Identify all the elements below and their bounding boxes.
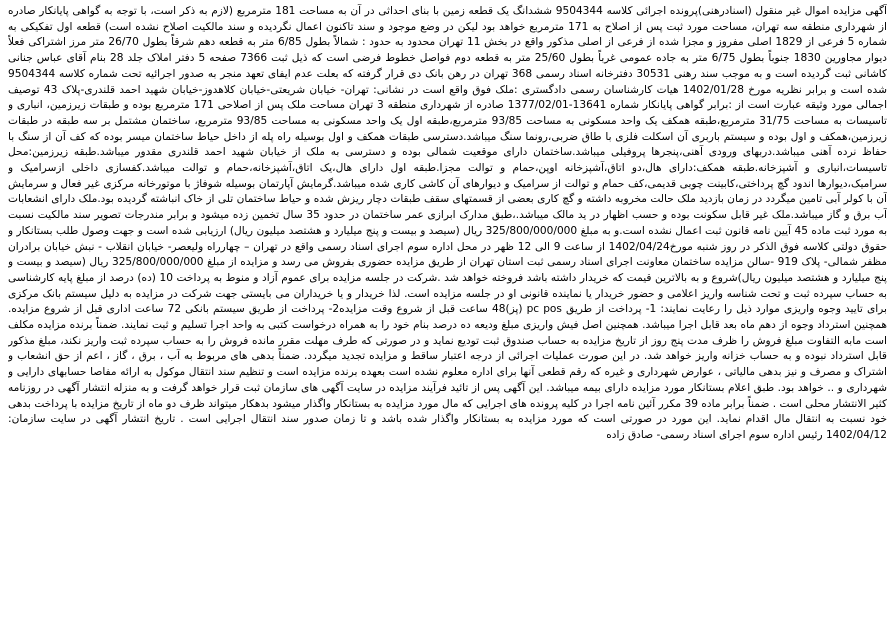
- auction-notice: [8, 4, 887, 627]
- notice-text: آگهی مزایده اموال غیر منقول (اسنادرهنی)پرونده اجرائی کلاسه 9504344 ششدانگ یک قطعه زمین با بنای احداثی در آن به مساحت 181 مترمربع (لازم به ذکر است، با توجه به گواهی پایانکار صادره از شهرداری منطقه سه تهران، مساحت مورد ثبت پس از اصلاح به 171 مترمربع خواهد بود لیکن در وضع موجود و سند تاکنون اعمال نگردیده و سند مالکیت اصلاح نشده است) قطعه اول تفکیکی به شماره 5 فرعی از 1829 اصلی مفروز و مجزا شده از فرعی از اصلی مذکور واقع در بخش 11 تهران محدود به حدود : شمالاً بطول 6/85 متر به قطعه دهم شرقاً بطول 26/70 متر مرز اشتراکی فعلاً دیوار مجاورین 1830 جنوباً بطول 6/75 متر به جاده عمومی غرباً بطول 25/60 متر به قطعه دوم فواصل خطوط فرضی است که ذیل ثبت 7366 صفحه 5 دفتر املاک جلد 28 بنام آقای عباس جنانی کاشانی ثبت گردیده است و به موجب سند رهنی 30531 دفترخانه اسناد رسمی 368 تهران در رهن بانک دی قرار گرفته که بعلت عدم ایفای تعهد منجر به صدور اجرائیه تحت شماره کلاسه 9504344 شده است و برابر نظریه مورخ 1402/01/28 هیات کارشناسان رسمی دادگستری :ملک فوق واقع است در نشانی: تهران- خیابان شریعتی-خیابان کلاهدوز-خیابان شهید احمد قلندری-پلاک 43 توصیف اجمالی مورد وثیقه عبارت است از :برابر گواهی پایانکار شماره 13641-1377/02/01 صادره از شهرداری منطقه 3 تهران مساحت ملک پس از اصلاحی 171 مترمربع بوده و طبقات زیرزمین، انباری و تاسیسات به مساحت 31/75 مترمربع،طبقه همکف یک واحد مسکونی به مساحت 93/85 مترمربع،طبقه اول یک واحد مسکونی به مساحت 93/85 مترمربع، ساختمان مشتمل بر سه طبقه در طبقات زیرزمین،همکف و اول بوده و سیستم باربری آن اسکلت فلزی با طاق ضربی،رونما سنگ میباشد.دسترسی طبقات همکف و اول بوسیله راه پله از داخل حیاط ساختمان میسر بوده که کف آن از سنگ با حفاظ نرده آهنی میباشد.دربهای ورودی آهنی،پنجرها پروفیلی میباشد.ساختمان دارای موقعیت شمالی بوده و دسترسی به ملک از خیابان شهید احمد قلندری مقدور میباشد.طبقه زیرزمین:محل تاسیسات،انباری و آشپزخانه.طبقه همکف:دارای هال،دو اتاق،آشپزخانه اوپن،حمام و توالت مجزا.طبقه اول دارای هال،یک اتاق،آشپزخانه،حمام و توالت میباشد.کفسازی داخلی ازسرامیک و سرامیک،دیوارها اندود گچ پرداختی،کابینت چوبی قدیمی،کف حمام و توالت از سرامیک و دیوارهای آن کاشی کاری شده میباشد.گرمایش آپارتمان بوسیله شوفاژ با موتورخانه مرکزی غیر فعال و سرمایش آن با کولر آبی تامین میگردد در زمان بازدید ملک حالت مخروبه داشته و گچ کاری بعضی از قسمتهای سقف طبقات دچار ریزش شده و حیاط ساختمان تلی از خاک انباشته گردیده بود.ملک دارای انشعابات آب برق و گاز میباشد.ملک غیر قابل سکونت بوده و حسب اظهار در ید مالک میباشد.،طبق مدارک ابرازی عمر ساختمان در حدود 35 سال تخمین زده میشود و برابر مندرجات تصویر سند مالکیت نسبت به مورد ثبت ماده 45 آیین نامه قانون ثبت اعمال نشده است.و به مبلغ 325/800/000/000 ریال (سیصد و بیست و پنج میلیارد و هشتصد میلیون ریال) ارزیابی شده است و جهت وصول طلب بستانکار و حقوق دولتی کلاسه فوق الذکر در روز شنبه مورخ1402/04/24 از ساعت 9 الی 12 ظهر در محل اداره سوم اجرای اسناد رسمی واقع در تهران – چهارراه ولیعصر- خیابان انقلاب - نبش خیابان برادران مظفر شمالی- پلاک 919 -سالن مزایده ساختمان معاونت اجرای اسناد رسمی ثبت استان تهران از طریق مزایده حضوری بفروش می رسد و مزایده از مبلغ 325/800/000/000 ریال (سیصد و بیست و پنج میلیارد و هشتصد میلیون ریال)شروع و به بالاترین قیمت که خریدار داشته باشد فروخته خواهد شد .شرکت در جلسه مزایده برای عموم آزاد و منوط به پرداخت 10 (ده) درصد از مبلغ پایه کارشناسی به حساب سپرده ثبت و تحت شناسه واریز اعلامی و حضور خریدار یا نماینده قانونی او در جلسه مزایده است. لذا خریدار و یا خریداران می بایستی جهت شرکت در مزایده به دلیل سیستم بانک مرکزی برای تایید وجوه واریزی موارد ذیل را رعایت نمایند: 1- پرداخت از طریق pc pos (پز)48 ساعت قبل از شروع وقت مزایده2- پرداخت از طریق سیستم بانکی 72 ساعت اداری قبل از شروع مزایده. همچنین استرداد وجوه از دهم ماه بعد قابل اجرا میباشد. همچنین اصل فیش واریزی مبلغ ودیعه ده درصد بنام خود را به همراه درخواست کتبی به واحد اجرا تسلیم و ثبت نمایند. ضمناً برنده مزایده مکلف است مابه التفاوت مبلغ فروش را ظرف مدت پنج روز از تاریخ مزایده به حساب صندوق ثبت تودیع نماید و در صورتی که طرف مهلت مقرر مانده فروش را به حساب سپرده ثبت واریز نکند، مبلغ مذکور قابل استرداد نبوده و به حساب خزانه واریز خواهد شد. در این صورت عملیات اجرائی از درجه اعتبار ساقط و مزایده تجدید میگردد. ضمناً بدهی های مربوط به آب ، برق ، گاز ، اعم از حق انشعاب و اشتراک و مصرف و نیز بدهی مالیاتی ، عوارض شهرداری و غیره که رقم قطعی آنها برای اداره معلوم نشده است بعهده برنده مزایده است و تنظیم سند انتقال موکول به ارائه مفاصا حسابهای دارایی و شهرداری و .. خواهد بود. طبق اعلام بستانکار مورد مزایده دارای بیمه میباشد. این آگهی پس از تائید فرآیند مزایده در سایت آگهی های سازمان ثبت قرار خواهد گرفت و به منزله انتشار آگهی در روزنامه کثیر الانتشار محلی است . ضمناً برابر ماده 39 مکرر آئین نامه اجرا در کلیه پرونده های اجرایی که مال مورد مزایده به بستانکار واگذار میشود بدهکار میتواند ظرف دو ماه از تاریخ مزایده با پرداخت بدهی خود نسبت به انتقال مال اقدام نماید. این مورد در صورتی است که مورد مزایده به بستانکار واگذار شده باشد و تا زمان صدور سند انتقال اجرایی است . تاریخ انتشار آگهی در سایت سازمان: 1402/04/12 رئیس اداره سوم اجرای اسناد رسمی- صادق زاده: [8, 5, 887, 441]
